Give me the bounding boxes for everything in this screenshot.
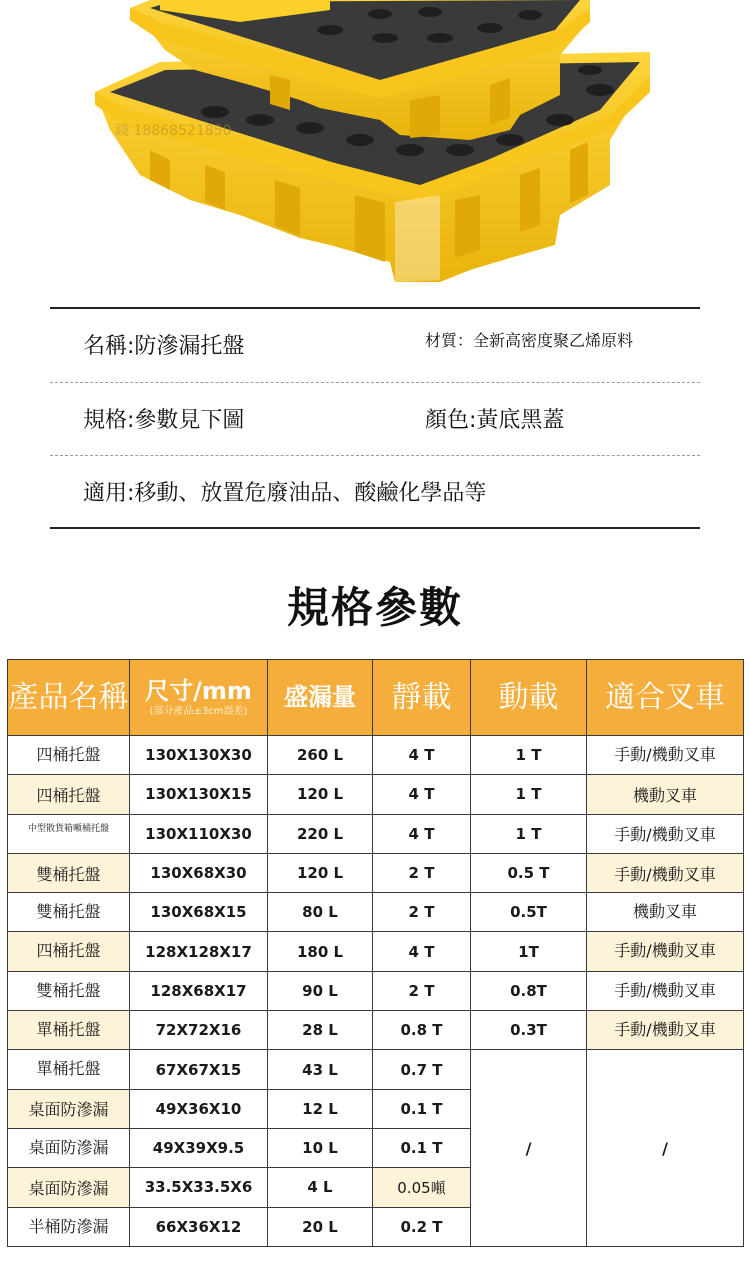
cell-size: 66X36X12: [130, 1207, 268, 1246]
table-row: [8, 932, 744, 971]
cell-forklift: 機動叉車: [587, 775, 744, 814]
product-info-panel: [50, 307, 700, 529]
cell-forklift: 手動/機動叉車: [587, 814, 744, 853]
header-name: 產品名稱: [8, 660, 130, 736]
cell-forklift: 機動叉車: [587, 893, 744, 932]
cell-name: 雙桶托盤: [8, 971, 130, 1010]
dashed-divider: [50, 382, 700, 383]
table-row: [8, 853, 744, 892]
table-row: [8, 736, 744, 775]
cell-capacity: 12 L: [268, 1089, 373, 1128]
table-header-row: [8, 660, 744, 736]
table-row: [8, 1050, 744, 1089]
table-row: [8, 893, 744, 932]
cell-capacity: 120 L: [268, 853, 373, 892]
cell-capacity: 180 L: [268, 932, 373, 971]
header-size: [130, 660, 268, 736]
cell-static: 2 T: [373, 853, 471, 892]
product-usage: 適用:移動、放置危廢油品、酸鹼化學品等: [83, 481, 487, 506]
cell-size: 130X130X15: [130, 775, 268, 814]
cell-dynamic: 0.5 T: [471, 853, 587, 892]
cell-static: 4 T: [373, 736, 471, 775]
dashed-divider: [50, 455, 700, 456]
header-dynamic-load: 動載: [471, 660, 587, 736]
cell-size: 49X36X10: [130, 1089, 268, 1128]
cell-static: 4 T: [373, 932, 471, 971]
header-static-load: 靜載: [373, 660, 471, 736]
cell-name: 桌面防滲漏: [8, 1168, 130, 1207]
cell-static: 0.05噸: [373, 1168, 471, 1207]
cell-static: 0.8 T: [373, 1011, 471, 1050]
table-row: [8, 775, 744, 814]
cell-forklift-merged: /: [587, 1050, 744, 1246]
cell-forklift: 手動/機動叉車: [587, 932, 744, 971]
cell-dynamic: 1T: [471, 932, 587, 971]
product-photo: [0, 0, 750, 300]
cell-capacity: 43 L: [268, 1050, 373, 1089]
product-material: 材質：全新高密度聚乙烯原料: [425, 331, 634, 350]
cell-forklift: 手動/機動叉車: [587, 1011, 744, 1050]
cell-dynamic: 1 T: [471, 814, 587, 853]
cell-dynamic: 1 T: [471, 736, 587, 775]
cell-dynamic: 0.3T: [471, 1011, 587, 1050]
cell-size: 67X67X15: [130, 1050, 268, 1089]
table-row: [8, 971, 744, 1010]
spec-section-title: 規格參數: [286, 583, 463, 632]
cell-size: 130X110X30: [130, 814, 268, 853]
cell-dynamic: 1 T: [471, 775, 587, 814]
cell-forklift: 手動/機動叉車: [587, 971, 744, 1010]
cell-name: 中型散貨箱噸桶托盤: [8, 814, 130, 853]
cell-dynamic-merged: /: [471, 1050, 587, 1246]
cell-size: 72X72X16: [130, 1011, 268, 1050]
table-row: [8, 814, 744, 853]
cell-static: 2 T: [373, 971, 471, 1010]
cell-name: 四桶托盤: [8, 932, 130, 971]
cell-capacity: 90 L: [268, 971, 373, 1010]
cell-size: 49X39X9.5: [130, 1128, 268, 1167]
cell-name: 雙桶托盤: [8, 893, 130, 932]
header-size-label: 尺寸/mm: [145, 676, 252, 705]
header-size-note: (部分產品±3cm誤差): [149, 706, 248, 718]
cell-capacity: 220 L: [268, 814, 373, 853]
cell-capacity: 4 L: [268, 1168, 373, 1207]
cell-capacity: 120 L: [268, 775, 373, 814]
cell-capacity: 28 L: [268, 1011, 373, 1050]
table-row: [8, 1011, 744, 1050]
cell-static: 4 T: [373, 775, 471, 814]
cell-static: 2 T: [373, 893, 471, 932]
cell-name: 四桶托盤: [8, 736, 130, 775]
cell-capacity: 80 L: [268, 893, 373, 932]
cell-forklift: 手動/機動叉車: [587, 853, 744, 892]
cell-size: 130X130X30: [130, 736, 268, 775]
cell-size: 130X68X30: [130, 853, 268, 892]
cell-name: 單桶托盤: [8, 1011, 130, 1050]
cell-size: 128X128X17: [130, 932, 268, 971]
cell-static: 0.1 T: [373, 1128, 471, 1167]
cell-static: 0.7 T: [373, 1050, 471, 1089]
cell-capacity: 10 L: [268, 1128, 373, 1167]
header-forklift: 適合叉車: [587, 660, 744, 736]
cell-name: 雙桶托盤: [8, 853, 130, 892]
cell-size: 33.5X33.5X6: [130, 1168, 268, 1207]
cell-name: 桌面防滲漏: [8, 1089, 130, 1128]
cell-dynamic: 0.5T: [471, 893, 587, 932]
cell-dynamic: 0.8T: [471, 971, 587, 1010]
cell-capacity: 20 L: [268, 1207, 373, 1246]
cell-size: 130X68X15: [130, 893, 268, 932]
cell-capacity: 260 L: [268, 736, 373, 775]
product-spec: 規格:參數見下圖: [83, 408, 245, 433]
product-color: 顏色:黃底黑蓋: [425, 408, 565, 433]
cell-size: 128X68X17: [130, 971, 268, 1010]
cell-name: 四桶托盤: [8, 775, 130, 814]
cell-name: 半桶防滲漏: [8, 1207, 130, 1246]
cell-name: 桌面防滲漏: [8, 1128, 130, 1167]
cell-name: 單桶托盤: [8, 1050, 130, 1089]
cell-static: 4 T: [373, 814, 471, 853]
cell-static: 0.1 T: [373, 1089, 471, 1128]
cell-static: 0.2 T: [373, 1207, 471, 1246]
photo-watermark: 錢 18868521850: [115, 123, 232, 139]
spec-table: [7, 659, 744, 1247]
cell-forklift: 手動/機動叉車: [587, 736, 744, 775]
product-name: 名稱:防滲漏托盤: [83, 334, 245, 359]
header-capacity: 盛漏量: [268, 660, 373, 736]
